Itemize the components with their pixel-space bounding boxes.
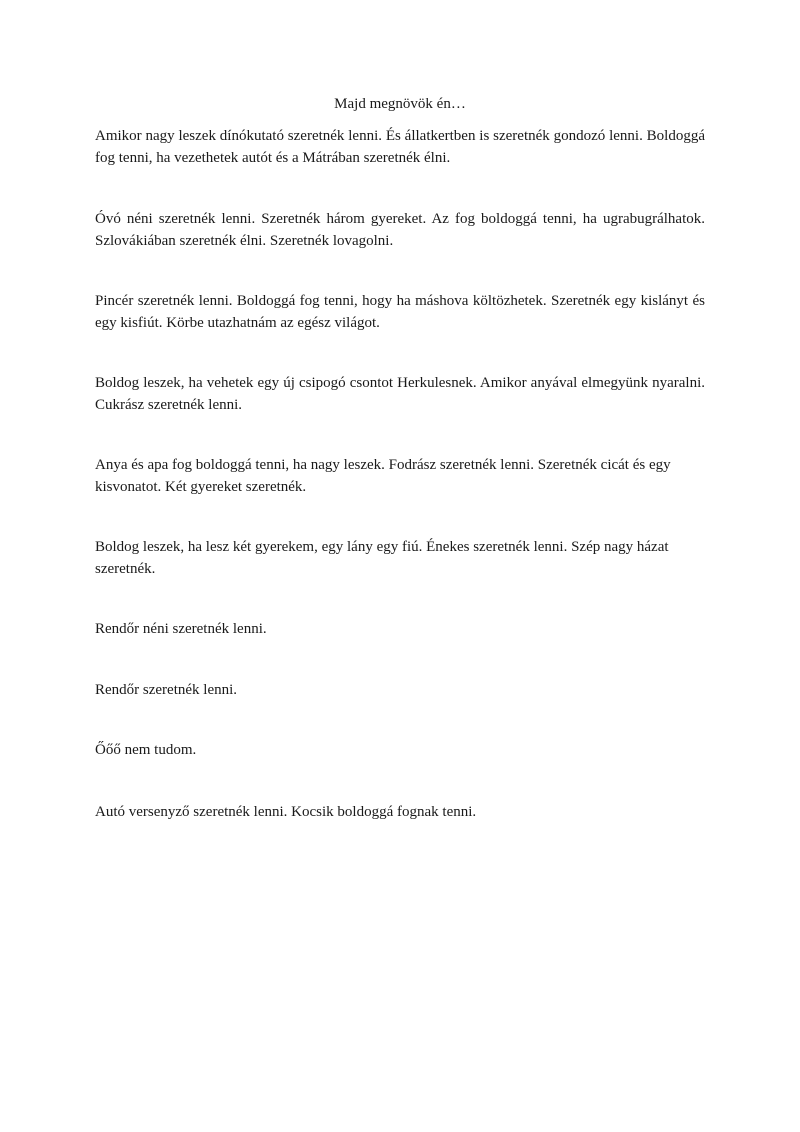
paragraph-5: Anya és apa fog boldoggá tenni, ha nagy leszek. Fodrász szeretnék lenni. Szeretnék cicát és egy kisvonatot. Két gyereket szeretnék. [95,457,671,495]
paragraph-6: Boldog leszek, ha lesz két gyerekem, egy lány egy fiú. Énekes szeretnék lenni. Szép nagy házat szeretnék. [95,539,669,577]
paragraph-2: Óvó néni szeretnék lenni. Szeretnék három gyereket. Az fog boldoggá tenni, ha ugrabugrálhatok. Szlovákiában szeretnék élni. Szeretnék lovagolni. [95,211,705,249]
paragraph-1: Amikor nagy leszek dínókutató szeretnék lenni. És állatkertben is szeretnék gondozó lenni. Boldoggá fog tenni, ha vezethetek autót és a Mátrában szeretnék élni. [95,128,705,166]
paragraph-7: Rendőr néni szeretnék lenni. [95,621,267,637]
paragraph-3: Pincér szeretnék lenni. Boldoggá fog tenni, hogy ha máshova költözhetek. Szeretnék egy kislányt és egy kisfiút. Körbe utazhatnám az egész világot. [95,293,705,331]
paragraph-8: Rendőr szeretnék lenni. [95,682,238,698]
page-title: Majd megnövök én… [334,96,466,112]
paragraph-4: Boldog leszek, ha vehetek egy új csipogó csontot Herkulesnek. Amikor anyával elmegyünk nyaralni. Cukrász szeretnék lenni. [95,375,705,413]
paragraph-10: Autó versenyző szeretnék lenni. Kocsik boldoggá fognak tenni. [95,804,477,820]
paragraph-9: Őőő nem tudom. [95,742,197,758]
